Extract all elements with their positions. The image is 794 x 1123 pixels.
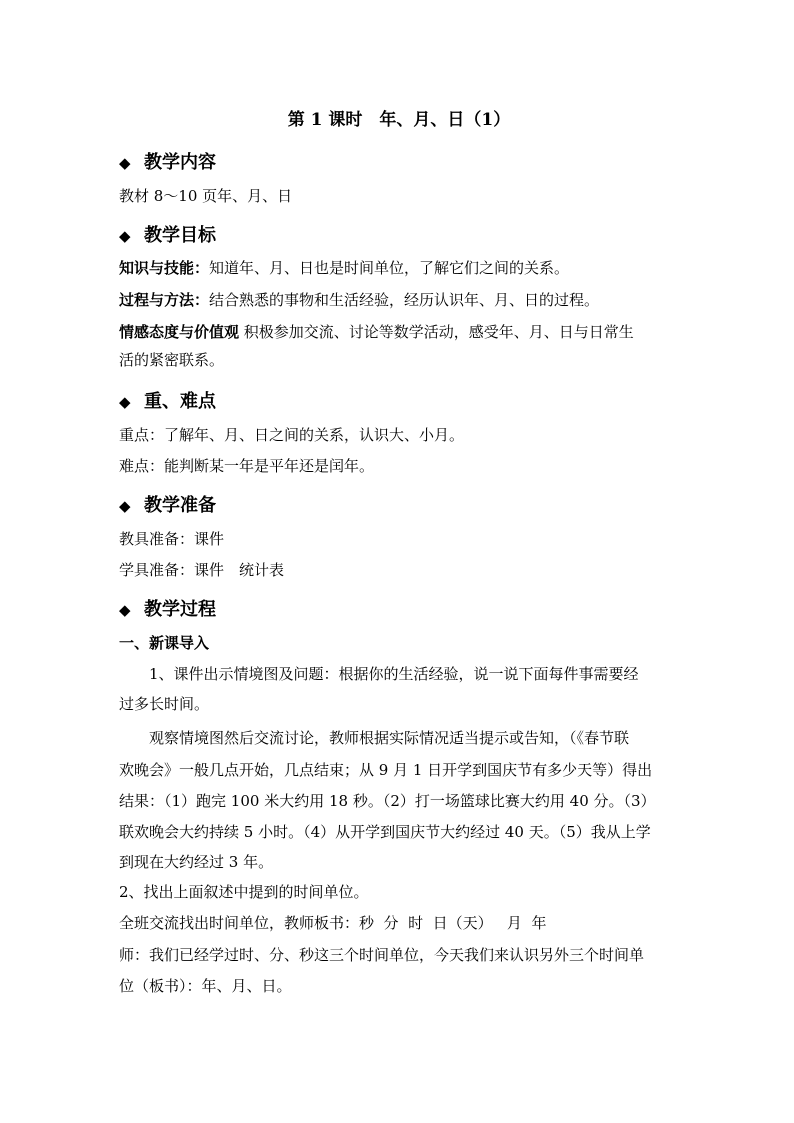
process-p1-line1: 1、课件出示情境图及问题：根据你的生活经验，说一说下面每件事需要经 — [149, 665, 639, 683]
goal-process-label: 过程与方法： — [119, 291, 210, 309]
goal-emotion — [119, 322, 634, 342]
process-p1-line2: 过多长时间。 — [119, 695, 210, 713]
goal-emotion-label: 情感态度与价值观 — [119, 323, 240, 341]
section-heading-goals — [119, 221, 216, 247]
section-heading-text: 重、难点 — [144, 391, 216, 412]
key-difficulty: 难点：能判断某一年是平年还是闰年。 — [119, 457, 375, 475]
section-heading-prep — [119, 491, 216, 517]
section-heading-text: 教学准备 — [144, 495, 216, 516]
goal-knowledge-label: 知识与技能： — [119, 259, 210, 277]
process-p2-line4: 联欢晚会大约持续 5 小时。（4）从开学到国庆节大约经过 40 天。（5）我从上学 — [119, 823, 651, 841]
process-subheading-intro: 一、新课导入 — [119, 634, 210, 652]
diamond-bullet-icon: ◆ — [119, 497, 131, 515]
goal-knowledge — [119, 258, 569, 278]
goal-process — [119, 290, 599, 310]
goal-knowledge-text: 知道年、月、日也是时间单位，了解它们之间的关系。 — [209, 259, 570, 277]
diamond-bullet-icon: ◆ — [119, 154, 131, 172]
prep-student: 学具准备：课件 统计表 — [119, 561, 285, 579]
section-heading-text: 教学目标 — [144, 225, 216, 246]
key-focus: 重点：了解年、月、日之间的关系，认识大、小月。 — [119, 426, 465, 444]
goal-emotion-cont: 活的紧密联系。 — [119, 351, 225, 369]
process-p4: 全班交流找出时间单位，教师板书：秒 分 时 日（天） 月 年 — [119, 914, 547, 932]
content-text: 教材 8～10 页年、月、日 — [119, 187, 293, 205]
section-heading-content — [119, 148, 216, 174]
process-p2-line1: 观察情境图然后交流讨论，教师根据实际情况适当提示或告知，（《春节联 — [149, 729, 630, 747]
diamond-bullet-icon: ◆ — [119, 227, 131, 245]
process-p2-line2: 欢晚会》一般几点开始，几点结束；从 9 月 1 日开学到国庆节有多少天等）得出 — [119, 761, 653, 779]
diamond-bullet-icon: ◆ — [119, 601, 131, 619]
process-p5-line1: 师：我们已经学过时、分、秒这三个时间单位，今天我们来认识另外三个时间单 — [119, 946, 645, 964]
prep-teacher: 教具准备：课件 — [119, 530, 225, 548]
goal-emotion-text: 积极参加交流、讨论等数学活动，感受年、月、日与日常生 — [243, 323, 634, 341]
process-p3: 2、找出上面叙述中提到的时间单位。 — [119, 883, 369, 901]
section-heading-text: 教学过程 — [144, 599, 216, 620]
process-p2-line5: 到现在大约经过 3 年。 — [119, 853, 274, 871]
diamond-bullet-icon: ◆ — [119, 393, 131, 411]
page-title: 第 1 课时 年、月、日（1） — [287, 110, 511, 130]
section-heading-key — [119, 387, 216, 413]
process-p5-line2: 位（板书）：年、月、日。 — [119, 977, 292, 995]
goal-process-text: 结合熟悉的事物和生活经验，经历认识年、月、日的过程。 — [209, 291, 600, 309]
section-heading-process — [119, 595, 216, 621]
section-heading-text: 教学内容 — [144, 152, 216, 173]
process-p2-line3: 结果：（1）跑完 100 米大约用 18 秒。（2）打一场篮球比赛大约用 40 分。（3） — [119, 792, 656, 810]
